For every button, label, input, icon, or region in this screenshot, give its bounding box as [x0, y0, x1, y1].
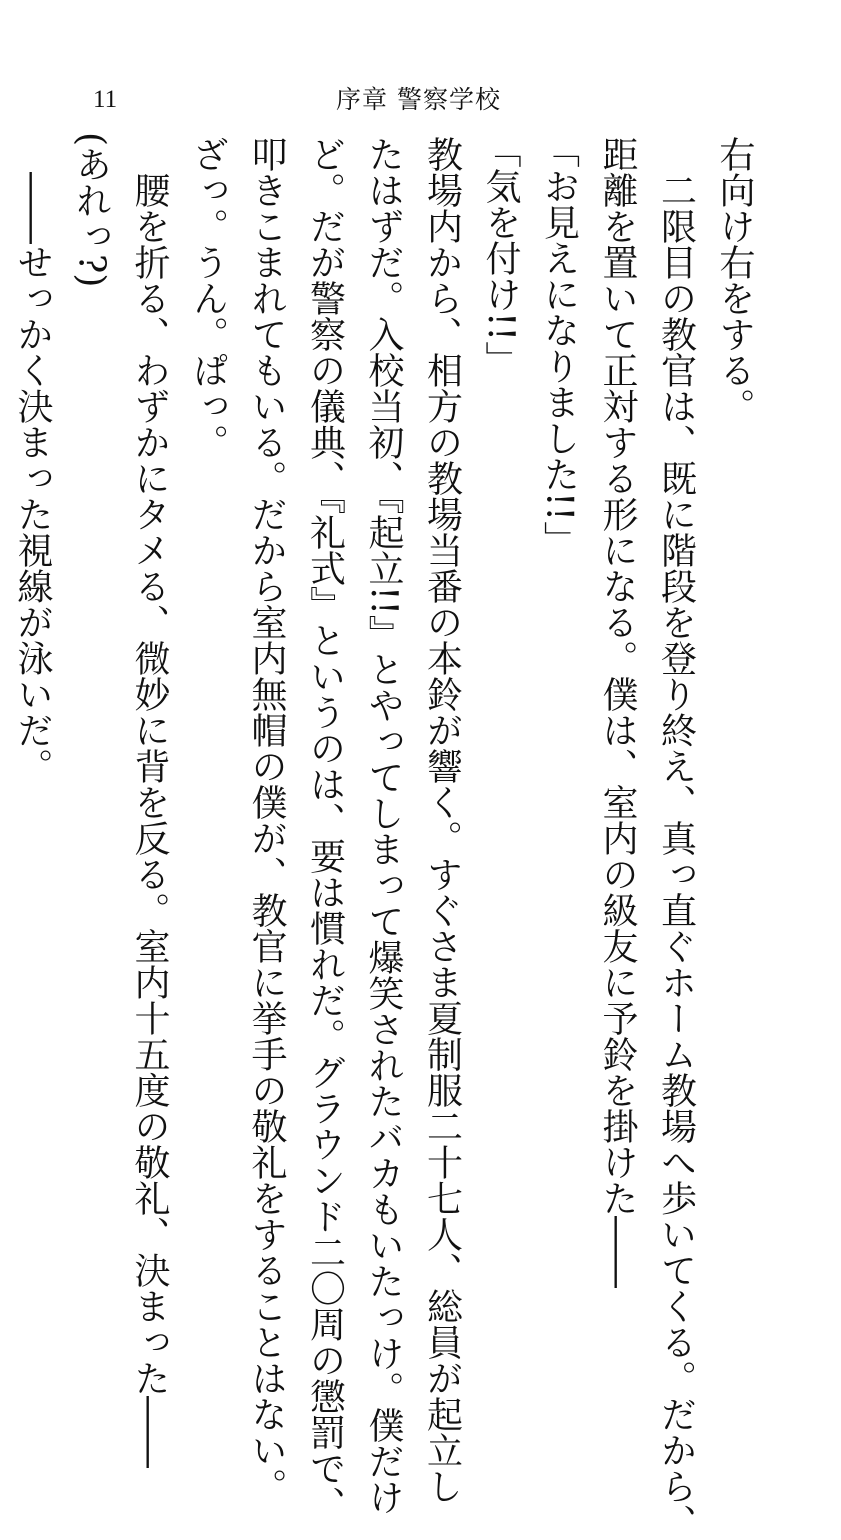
vertical-body-text: [12, 132, 763, 1540]
text-line: 「気を付け!!」: [480, 132, 521, 377]
text-line: 二限目の教官は、既に階段を登り終え、真っ直ぐホーム教場へ歩いてくる。だから、: [655, 172, 697, 1540]
text-line: 叩きこまれてもいる。だから室内無帽の僕が、教官に挙手の敬礼をすることはない。: [246, 136, 287, 1504]
text-line: 腰を折る、わずかにタメる、微妙に背を反る。室内十五度の敬礼、決まった――: [129, 172, 170, 1468]
running-head: 序章 警察学校: [336, 85, 501, 114]
page-number: 11: [93, 86, 118, 113]
text-line: 「お見えになりました!!」: [538, 132, 580, 557]
text-line: たはずだ。入校当初、『起立!!』とやってしまって爆笑されたバカもいたっけ。僕だけ: [363, 136, 404, 1515]
text-line: ど。だが警察の儀典、『礼式』というのは、要は慣れだ。グラウンド二〇周の懲罰で、: [304, 136, 346, 1522]
text-line: 教場内から、相方の教場当番の本鈴が響く。すぐさま夏制服二十七人、総員が起立し: [421, 136, 463, 1504]
text-line: ざっ。うん。ぱっ。: [187, 136, 229, 460]
text-line: ――せっかく決まった視線が泳いだ。: [12, 172, 53, 784]
text-line: (あれっ?): [70, 132, 112, 288]
text-line: 右向け右をする。: [714, 136, 755, 424]
text-line: [0, 136, 3, 1176]
text-line: 距離を置いて正対する形になる。僕は、室内の級友に予鈴を掛けた――: [597, 136, 638, 1288]
